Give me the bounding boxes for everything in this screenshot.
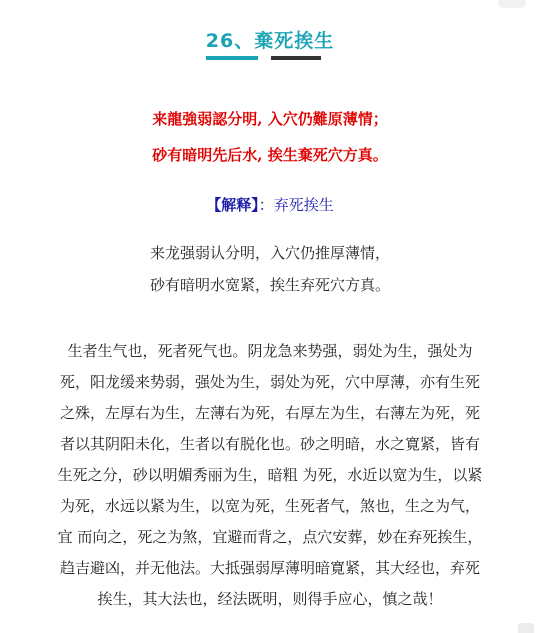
- explanation-subject: ：弃死挨生: [258, 196, 334, 214]
- paragraph-line: 为死，水远以紧为生，以宽为死，生死者气，煞也，生之为气，: [59, 497, 480, 515]
- paragraph-line: 之殊，左厚右为生，左薄右为死，右厚左为生，右薄左为死，死: [59, 404, 480, 422]
- top-corner-decoration: [498, 0, 526, 8]
- modern-verse-line-1: 来龙强弱认分明，入穴仍推厚薄情，: [149, 244, 390, 262]
- paragraph-line: 生者生气也，死者死气也。阴龙急来势强，弱处为生，强处为: [67, 342, 473, 360]
- article-title: 26、棄死挨生: [205, 30, 335, 52]
- title-underline: [206, 56, 321, 60]
- paragraph-line: 挨生，其大法也，经法既明，则得手应心，慎之哉！: [97, 590, 443, 608]
- paragraph-line: 生死之分，砂以明媚秀丽为生，暗粗 为死，水近以宽为生，以紧: [57, 466, 483, 484]
- paragraph-line: 宜 而向之，死之为煞，宜避而背之，点穴安葬，妙在弃死挨生，: [57, 528, 483, 546]
- modern-verse-line-2: 砂有暗明水宽紧，挨生弃死穴方真。: [149, 276, 390, 294]
- paragraph-line: 趋吉避凶，并无他法。大抵强弱厚薄明暗寛紧，其大经也，弃死: [59, 559, 480, 577]
- paragraph-line: 死，阳龙缓来势弱，强处为生，弱处为死，穴中厚薄，亦有生死: [59, 373, 480, 391]
- explanation-heading: [0, 194, 540, 215]
- title-underline-teal: [206, 56, 258, 60]
- commentary-paragraph: [20, 336, 520, 615]
- original-verse-line-1: 来龍強弱認分明, 入穴仍難原薄情；: [152, 110, 388, 128]
- original-verse-line-2: 砂有暗明先后水, 挨生棄死穴方真。: [152, 146, 388, 164]
- title-underline-dark: [271, 56, 321, 60]
- paragraph-line: 者以其阴阳未化，生者以有脱化也。砂之明暗，水之寛紧，皆有: [59, 435, 480, 453]
- bottom-corner-decoration: [518, 623, 534, 633]
- explanation-label: 【解释】: [206, 196, 259, 214]
